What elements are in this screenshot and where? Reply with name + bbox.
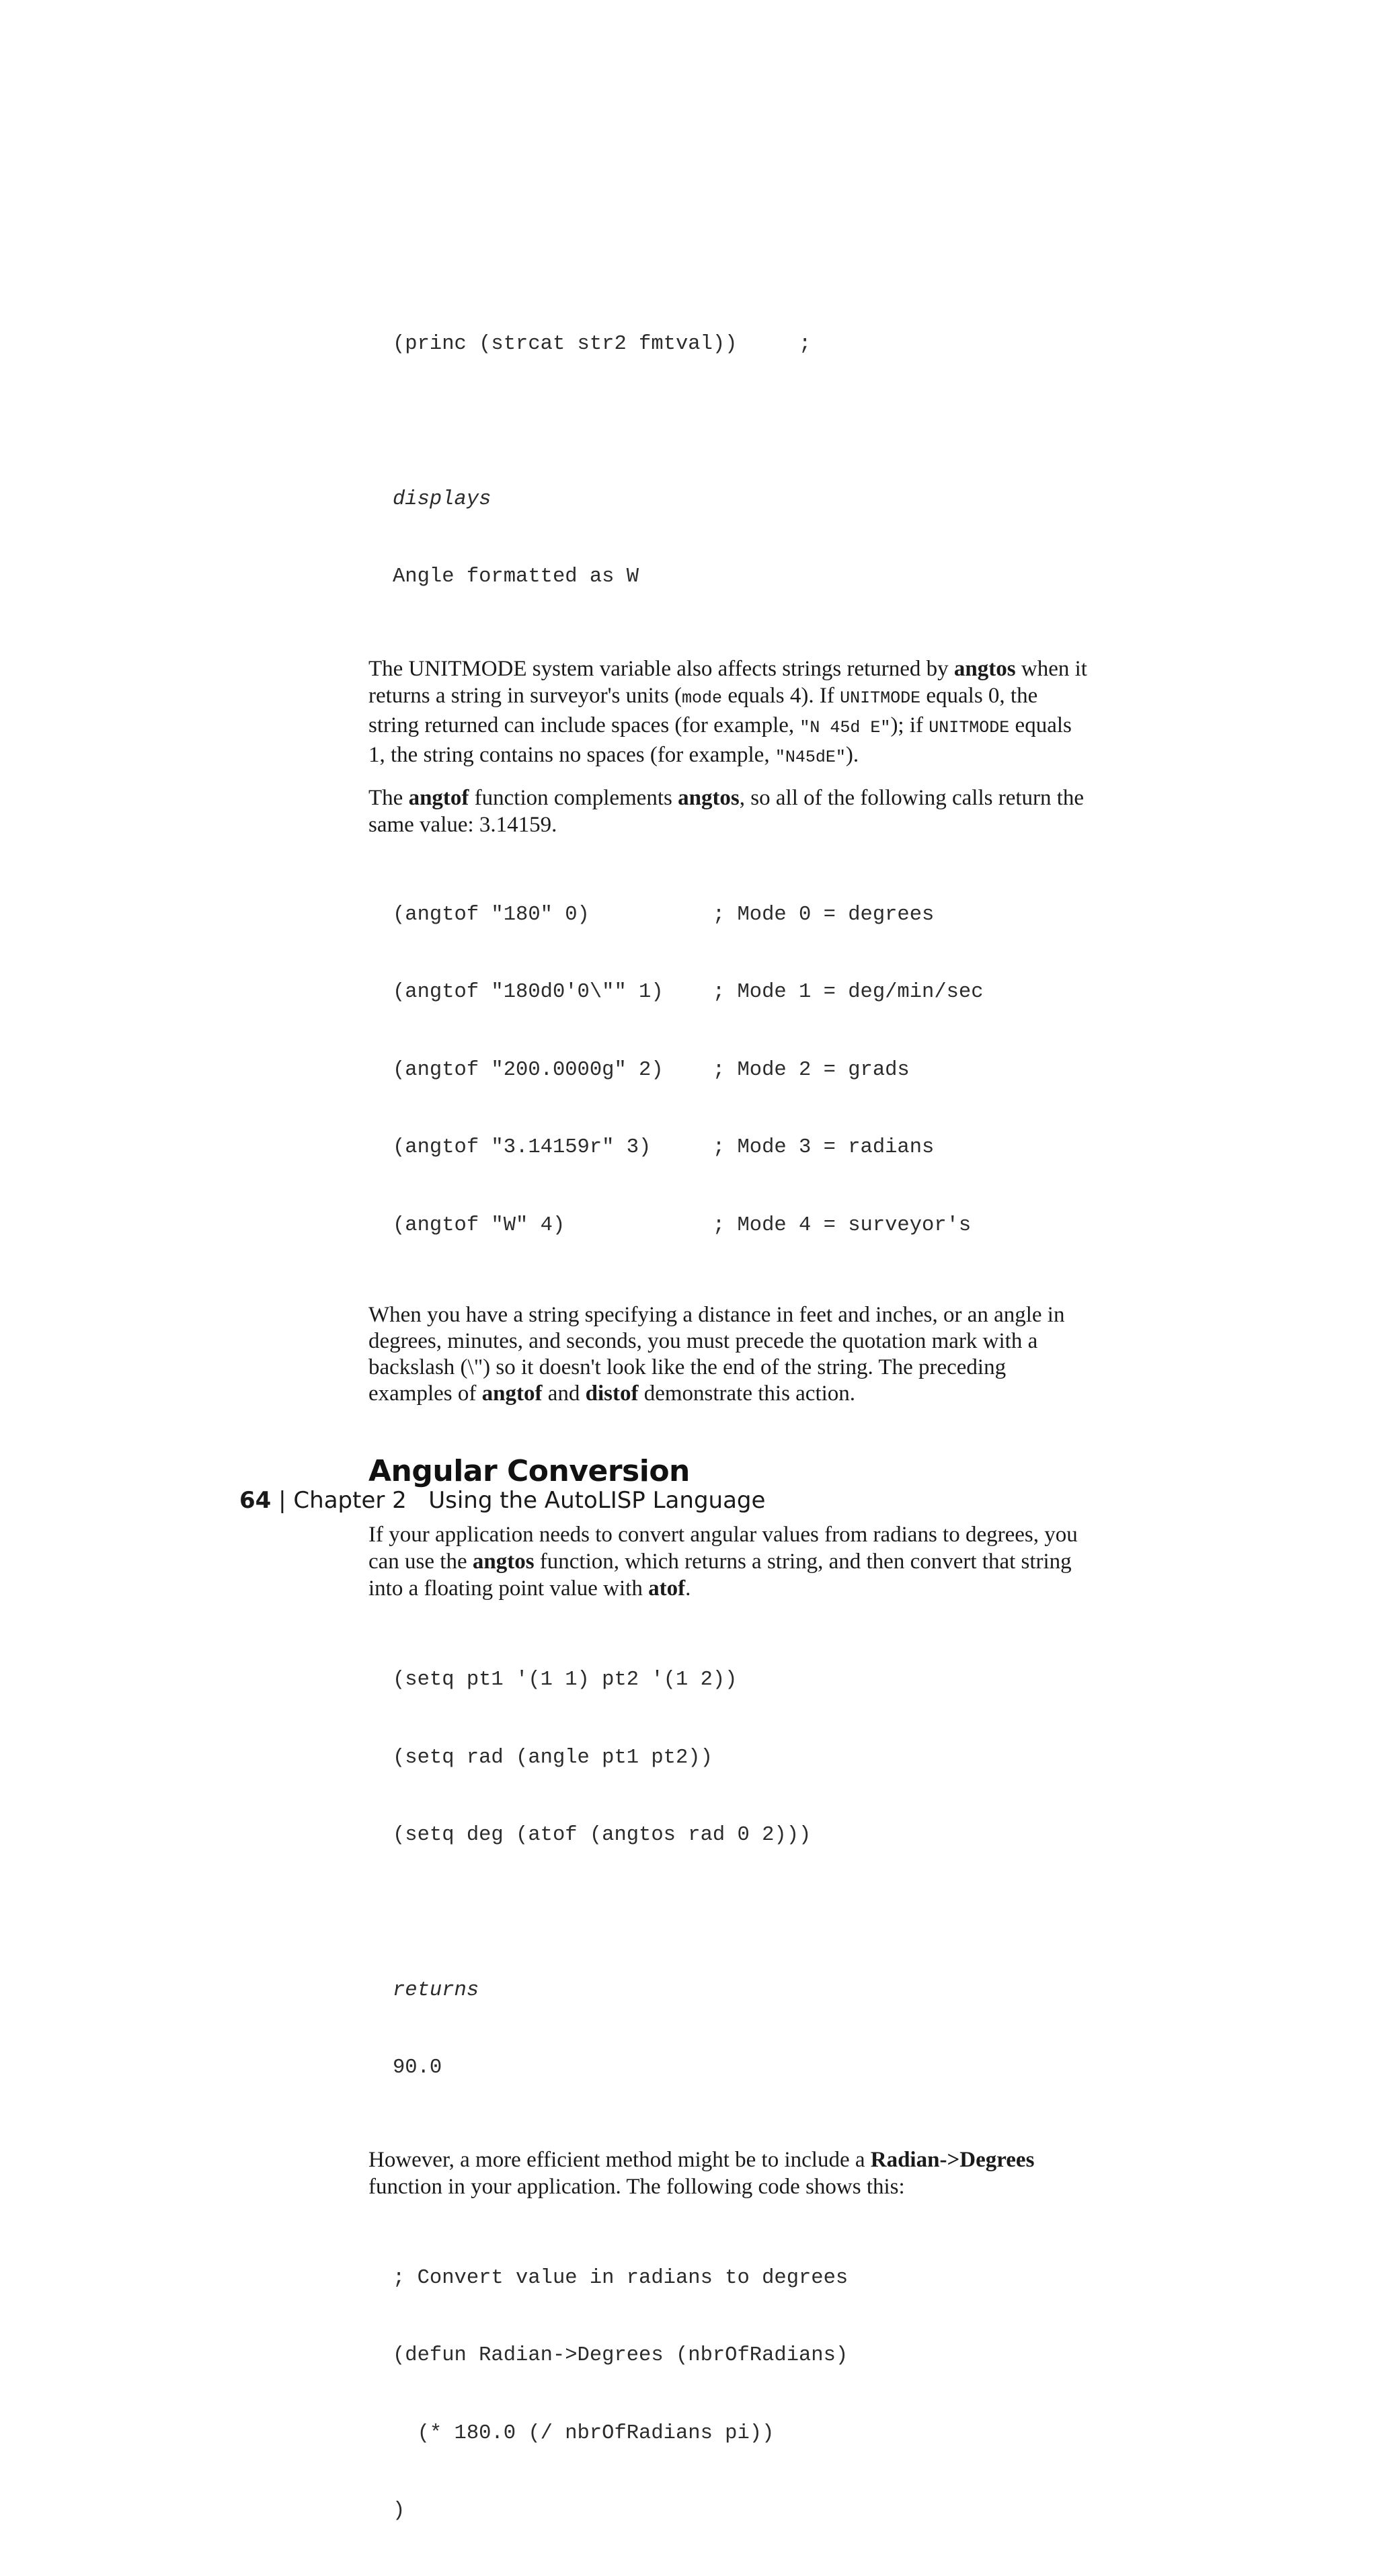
code-line: (princ (strcat str2 fmtval)) ; [393, 333, 812, 356]
code-line: (angtof "3.14159r" 3) ; Mode 3 = radians [393, 1136, 935, 1159]
code-output: Angle formatted as W [393, 565, 639, 588]
paragraph-unitmode: The UNITMODE system variable also affects strings returned by angtos when it returns a string in surveyor's units (mode equals 4). If UNITMODE equals 0, the string returned can include spaces (for example, "N 45d E"); if UNITMODE equals 1, the string contains no spaces (for example, "N45dE"). [368, 656, 1087, 767]
code-line: (angtof "180d0'0\"" 1) ; Mode 1 = deg/min/sec [393, 981, 984, 1004]
code-line: (angtof "180" 0) ; Mode 0 = degrees [393, 903, 935, 926]
page-footer [239, 1486, 765, 1515]
inline-code-unitmode: UNITMODE [929, 717, 1010, 737]
code-blank-line [393, 1900, 1088, 1926]
code-line: ; Convert value in radians to degrees [393, 2266, 849, 2290]
code-label-returns: returns [393, 1978, 479, 2002]
code-line: (setq pt1 '(1 1) pt2 '(1 2)) [393, 1668, 738, 1691]
chapter-label: Chapter 2 [293, 1487, 407, 1514]
code-line: (setq deg (atof (angtos rad 0 2))) [393, 1824, 812, 1847]
section-heading: Angular Conversion [368, 1454, 690, 1488]
code-block-princ [368, 280, 1088, 642]
keyword-angtof: angtof [408, 785, 469, 810]
footer-separator: | [271, 1487, 294, 1514]
paragraph-conversion: If your application needs to convert angular values from radians to degrees, you can use the angtos function, which returns a string, and then convert that string into a floating point value with atof. [368, 1523, 1078, 1601]
page-content [368, 269, 1088, 2576]
keyword-angtos: angtos [472, 1549, 535, 1574]
code-block-defun [368, 2214, 1088, 2576]
code-line: (angtof "W" 4) ; Mode 4 = surveyor's [393, 1213, 972, 1237]
code-line: (angtof "200.0000g" 2) ; Mode 2 = grads [393, 1058, 910, 1082]
code-line: (defun Radian->Degrees (nbrOfRadians) [393, 2344, 849, 2367]
inline-code-example-spaces: "N 45d E" [799, 717, 891, 737]
keyword-angtof: angtof [481, 1381, 543, 1406]
page-number: 64 [239, 1487, 272, 1514]
code-block-setq [368, 1615, 1088, 2133]
keyword-angtos: angtos [953, 656, 1016, 681]
code-label-displays: displays [393, 487, 491, 511]
inline-code-unitmode: UNITMODE [840, 688, 921, 708]
chapter-title: Using the AutoLISP Language [428, 1487, 766, 1514]
inline-code-mode: mode [682, 688, 723, 708]
footer-gap [407, 1487, 428, 1514]
paragraph-angtof: The angtof function complements angtos, so all of the following calls return the same value: 3.14159. [368, 785, 1085, 837]
paragraph-efficient: However, a more efficient method might be to include a Radian->Degrees function in your application. The following code shows this: [368, 2147, 1035, 2199]
code-output: 90.0 [393, 2056, 442, 2079]
paragraph-backslash: When you have a string specifying a distance in feet and inches, or an angle in degrees, minutes, and seconds, you must precede the quotation mark with a backslash (\") so it doesn't look like the end of the string. The preceding examples of angtof and distof demonstrate this action. [368, 1303, 1065, 1406]
keyword-atof: atof [648, 1576, 686, 1601]
keyword-distof: distof [585, 1381, 639, 1406]
code-line: (* 180.0 (/ nbrOfRadians pi)) [393, 2421, 775, 2445]
keyword-angtos: angtos [678, 785, 740, 810]
inline-code-example-nospaces: "N45dE" [775, 747, 846, 767]
code-block-angtof [368, 850, 1088, 1291]
keyword-radian-degrees: Radian->Degrees [870, 2147, 1035, 2172]
code-line: (setq rad (angle pt1 pt2)) [393, 1746, 713, 1769]
code-blank-line [393, 409, 1088, 435]
code-line: ) [393, 2499, 405, 2522]
